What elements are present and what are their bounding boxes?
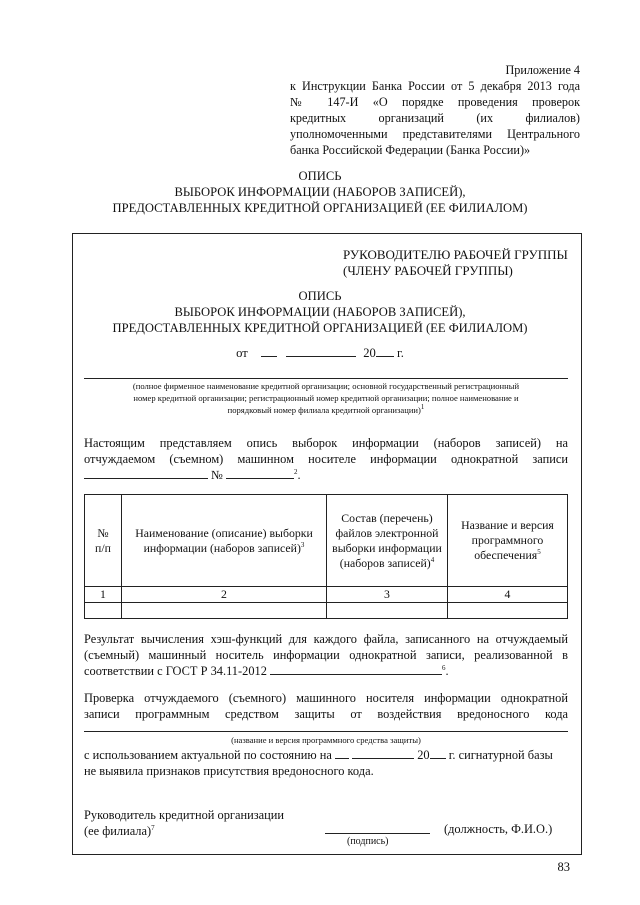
records-table [84, 494, 568, 619]
org-caption: (полное фирменное наименование кредитной организации; основной государственный регистрационный номер кредитной организации; регистрационный номер кредитной организации; полное наименование и порядковый номер филиала кредитной организации)$^1$ [132, 381, 520, 415]
check-line: Проверка отчуждаемого (съемного) машинного носителя информации однократной [84, 691, 568, 705]
column-number: 1 [85, 587, 122, 603]
day-field[interactable] [261, 356, 277, 357]
hash-result-field[interactable] [270, 674, 442, 675]
medium-field[interactable] [84, 478, 208, 479]
addressee-line: (ЧЛЕНУ РАБОЧЕЙ ГРУППЫ) [343, 263, 513, 278]
column-number: 2 [122, 587, 327, 603]
org-name-field[interactable] [84, 378, 568, 379]
appendix-line: банка Российской Федерации (Банка России)» [290, 143, 531, 157]
appendix-block [290, 62, 580, 158]
appendix-line: кредитных организаций (их филиалов) [290, 111, 580, 125]
using-day-field[interactable] [335, 758, 349, 759]
column-header-files: Состав (перечень) файлов электронной выборки информации (наборов записей)$^4$ [327, 495, 448, 587]
table-cell[interactable] [448, 603, 568, 619]
signature-label: (подпись) [347, 836, 389, 847]
table-row [85, 603, 568, 619]
medium-number-line: № $^2$. [84, 467, 568, 483]
date-line: от 20 г. [236, 346, 404, 360]
column-number: 3 [327, 587, 448, 603]
table-cell[interactable] [122, 603, 327, 619]
hash-line: соответствии с ГОСТ Р 34.11-2012 $^6$. [84, 663, 449, 678]
appendix-line: № 147-И «О порядке проведения проверок [290, 95, 580, 109]
addressee [343, 247, 568, 279]
document-subtitle: ВЫБОРОК ИНФОРМАЦИИ (НАБОРОВ ЗАПИСЕЙ), [174, 185, 466, 199]
position-label: (должность, Ф.И.О.) [444, 822, 553, 836]
column-number: 4 [448, 587, 568, 603]
form-subtitle: ВЫБОРОК ИНФОРМАЦИИ (НАБОРОВ ЗАПИСЕЙ), [174, 305, 466, 319]
check-line: записи программным средством защиты от воздействия вредоносного кода [84, 707, 568, 721]
program-field[interactable] [84, 731, 568, 732]
table-cell[interactable] [85, 603, 122, 619]
year-field[interactable] [376, 356, 394, 357]
table-cell[interactable] [327, 603, 448, 619]
program-caption: (название и версия программного средства защиты) [231, 735, 421, 745]
column-header-number: № п/п [85, 495, 122, 587]
table-header-row [85, 495, 568, 587]
appendix-title: Приложение 4 [505, 63, 580, 77]
using-month-field[interactable] [352, 758, 414, 759]
medium-number-field[interactable] [226, 478, 294, 479]
head-label: Руководитель кредитной организации [84, 808, 285, 822]
addressee-line: РУКОВОДИТЕЛЮ РАБОЧЕЙ ГРУППЫ [343, 247, 568, 262]
intro-line: Настоящим представляем опись выборок информации (наборов записей) на [84, 436, 568, 450]
head-label: (ее филиала)$^7$ [84, 823, 155, 838]
appendix-line: к Инструкции Банка России от 5 декабря 2013 года [290, 79, 580, 93]
document-subtitle: ПРЕДОСТАВЛЕННЫХ КРЕДИТНОЙ ОРГАНИЗАЦИЕЙ (ЕЕ ФИЛИАЛОМ) [112, 201, 528, 215]
using-year-field[interactable] [430, 758, 446, 759]
appendix-line: уполномоченными представителями Центрального [290, 127, 580, 141]
document-title: ОПИСЬ [298, 169, 342, 183]
no-signs-line: не выявила признаков присутствия вредоносного кода. [84, 764, 374, 778]
form-title: ОПИСЬ [298, 289, 342, 303]
hash-line: (съемный) машинный носитель информации однократной записи, реализованной в [84, 648, 568, 662]
hash-line: Результат вычисления хэш-функций для каждого файла, записанного на отчуждаемый [84, 632, 568, 646]
month-field[interactable] [286, 356, 356, 357]
intro-line: отчуждаемом (съемном) машинном носителе информации однократной записи [84, 452, 568, 466]
using-line: с использованием актуальной по состоянию на 20 г. сигнатурной базы [84, 748, 553, 762]
column-header-software: Название и версия программного обеспечения$^5$ [448, 495, 568, 587]
column-header-name: Наименование (описание) выборки информации (наборов записей)$^3$ [122, 495, 327, 587]
signature-field[interactable] [325, 833, 430, 834]
page-number: 83 [557, 860, 570, 874]
form-subtitle: ПРЕДОСТАВЛЕННЫХ КРЕДИТНОЙ ОРГАНИЗАЦИЕЙ (ЕЕ ФИЛИАЛОМ) [112, 321, 528, 335]
table-row-numbers [85, 587, 568, 603]
